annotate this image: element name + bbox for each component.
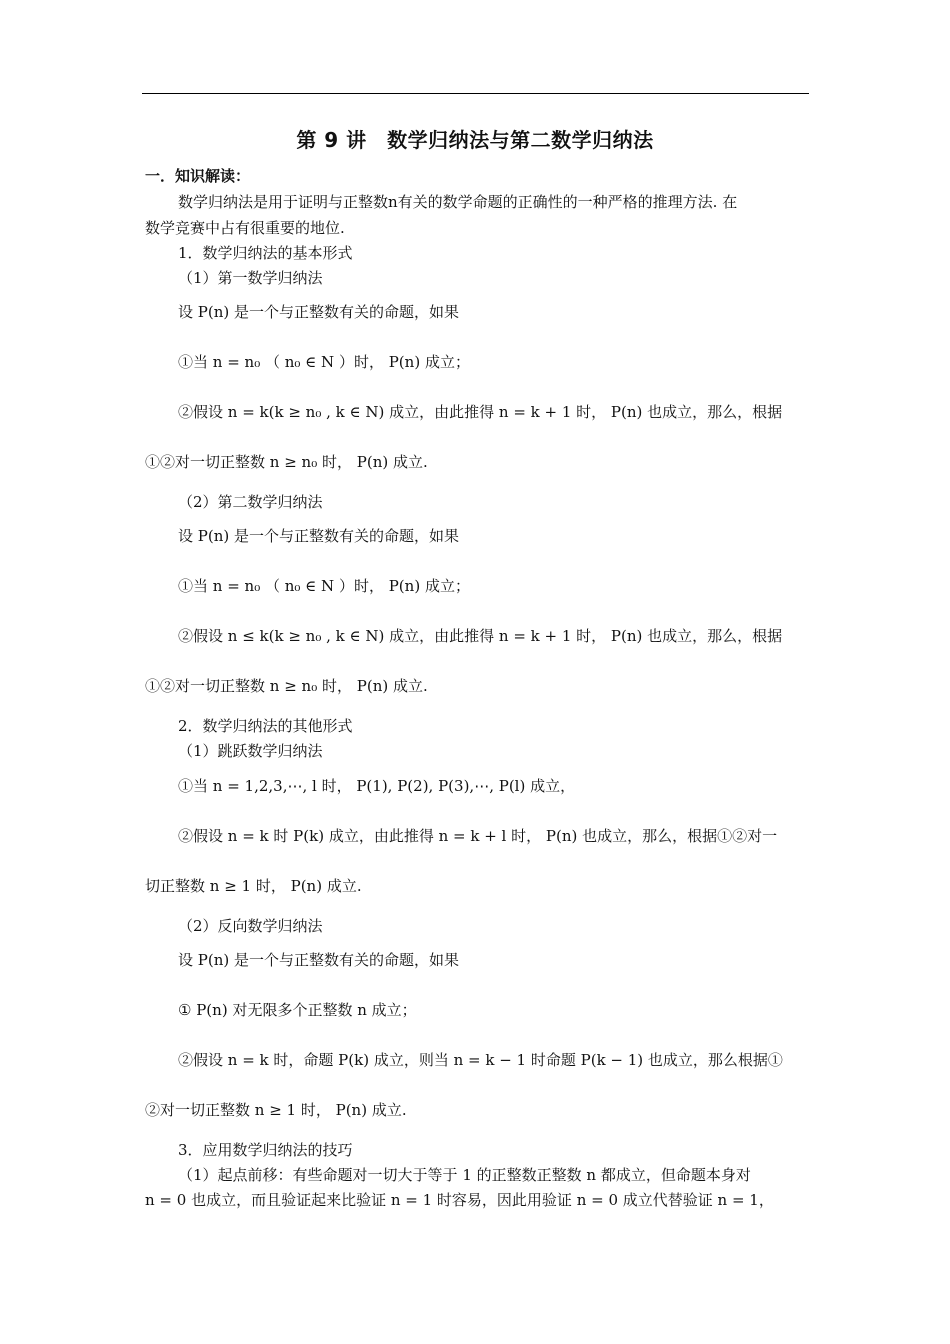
text-line: 设 P(n) 是一个与正整数有关的命题，如果: [178, 527, 459, 545]
page-title: 第 9 讲 数学归纳法与第二数学归纳法: [296, 128, 654, 152]
text-line: ②对一切正整数 n ≥ 1 时， P(n) 成立.: [145, 1101, 407, 1119]
text-line: 数学归纳法是用于证明与正整数n有关的数学命题的正确性的一种严格的推理方法. 在: [178, 193, 738, 211]
text-line: ②假设 n = k 时 P(k) 成立，由此推得 n = k + l 时， P(n) 也成立，那么，根据①②对一: [178, 827, 778, 845]
text-line: n = 0 也成立，而且验证起来比验证 n = 1 时容易，因此用验证 n = 0 成立代替验证 n = 1，: [145, 1191, 774, 1209]
header-rule: [142, 93, 809, 94]
text-line: ①②对一切正整数 n ≥ n₀ 时， P(n) 成立.: [145, 453, 428, 471]
section-heading: 一．知识解读：: [145, 167, 251, 185]
text-line: （1）起点前移：有些命题对一切大于等于 1 的正整数正整数 n 都成立，但命题本身对: [178, 1166, 751, 1184]
text-line: 设 P(n) 是一个与正整数有关的命题，如果: [178, 951, 459, 969]
text-line: 3．应用数学归纳法的技巧: [178, 1141, 353, 1159]
text-line: 设 P(n) 是一个与正整数有关的命题，如果: [178, 303, 459, 321]
text-line: 2．数学归纳法的其他形式: [178, 717, 353, 735]
text-line: ①当 n = 1,2,3,⋯, l 时， P(1), P(2), P(3),⋯, P(l) 成立，: [178, 777, 576, 795]
text-line: ①当 n = n₀ （ n₀ ∈ N ）时， P(n) 成立；: [178, 577, 470, 595]
text-line: ①②对一切正整数 n ≥ n₀ 时， P(n) 成立.: [145, 677, 428, 695]
text-line: 数学竞赛中占有很重要的地位.: [145, 219, 345, 237]
text-line: ①当 n = n₀ （ n₀ ∈ N ）时， P(n) 成立；: [178, 353, 470, 371]
text-line: （1）第一数学归纳法: [178, 269, 323, 287]
text-line: ① P(n) 对无限多个正整数 n 成立；: [178, 1001, 417, 1019]
text-line: （1）跳跃数学归纳法: [178, 742, 323, 760]
text-line: 切正整数 n ≥ 1 时， P(n) 成立.: [145, 877, 362, 895]
text-line: （2）第二数学归纳法: [178, 493, 323, 511]
text-line: ②假设 n ≤ k(k ≥ n₀ , k ∈ N) 成立，由此推得 n = k + 1 时， P(n) 也成立，那么，根据: [178, 627, 783, 645]
text-line: ②假设 n = k 时，命题 P(k) 成立，则当 n = k − 1 时命题 P(k − 1) 也成立，那么根据①: [178, 1051, 783, 1069]
text-line: （2）反向数学归纳法: [178, 917, 323, 935]
text-line: ②假设 n = k(k ≥ n₀ , k ∈ N) 成立，由此推得 n = k + 1 时， P(n) 也成立，那么，根据: [178, 403, 783, 421]
text-line: 1．数学归纳法的基本形式: [178, 244, 353, 262]
